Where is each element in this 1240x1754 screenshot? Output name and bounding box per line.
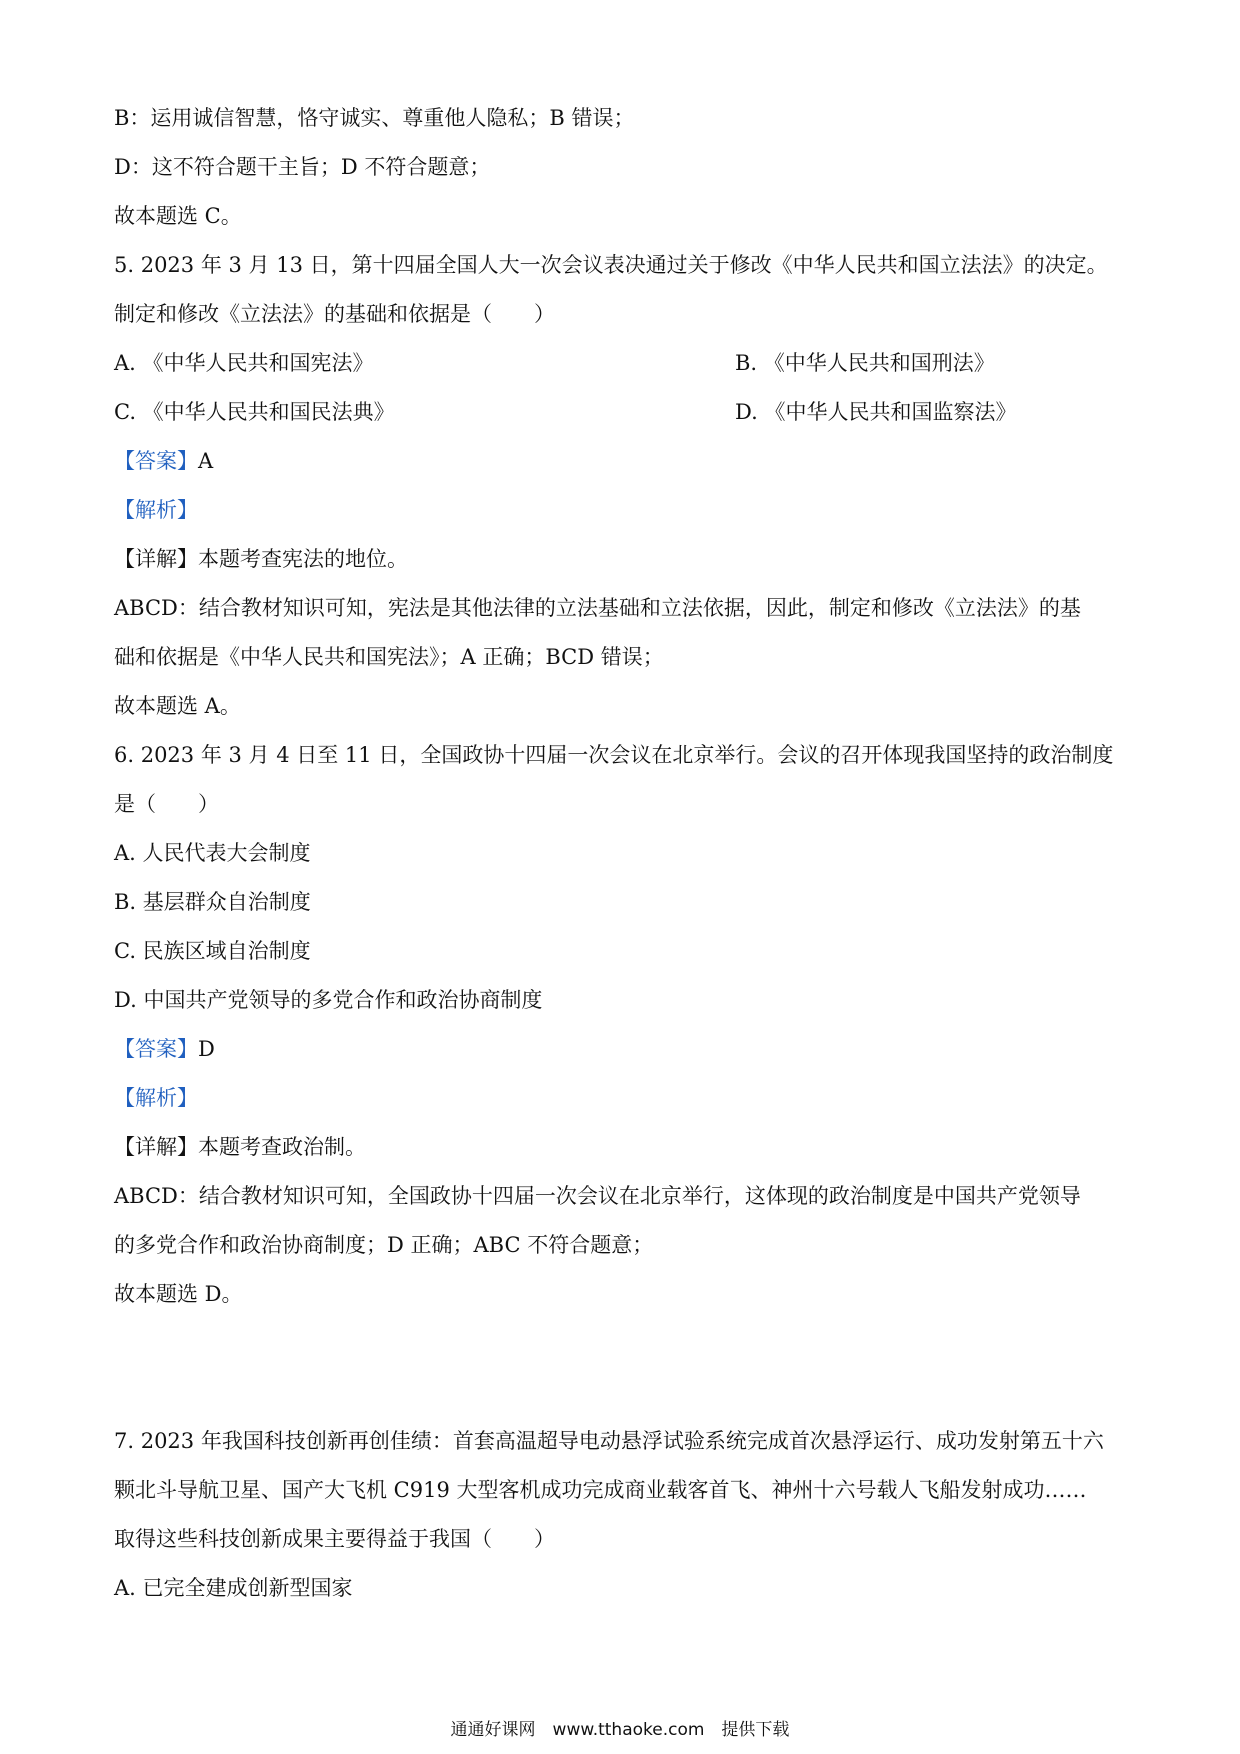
q5-explain-line2: 础和依据是《中华人民共和国宪法》；A 正确；BCD 错误； <box>114 645 664 669</box>
q6-analysis-tag: 【解析】 <box>114 1086 198 1110</box>
q6-explain-line2: 的多党合作和政治协商制度；D 正确；ABC 不符合题意； <box>114 1233 654 1257</box>
q5-explain-line1: ABCD：结合教材知识可知，宪法是其他法律的立法基础和立法依据，因此，制定和修改《立法法》的基 <box>114 596 1081 620</box>
answer-tag: 【答案】 <box>114 1037 198 1061</box>
q5-option-a: A. 《中华人民共和国宪法》 <box>114 351 374 375</box>
q6-option-a: A. 人民代表大会制度 <box>114 841 311 865</box>
q4-conclusion: 故本题选 C。 <box>114 204 242 228</box>
q4-option-d-analysis: D：这不符合题干主旨；D 不符合题意； <box>114 155 491 179</box>
q6-explain-line1: ABCD：结合教材知识可知，全国政协十四届一次会议在北京举行，这体现的政治制度是中国共产党领导 <box>114 1184 1081 1208</box>
answer-value: D <box>198 1037 215 1061</box>
q5-option-b: B. 《中华人民共和国刑法》 <box>735 351 995 375</box>
q6-answer <box>114 1034 215 1064</box>
q6-stem-line2: 是（ ） <box>114 792 219 816</box>
q5-conclusion: 故本题选 A。 <box>114 694 241 718</box>
q7-option-a: A. 已完全建成创新型国家 <box>114 1576 353 1600</box>
q5-options-row2 <box>114 397 1017 427</box>
q5-option-c: C. 《中华人民共和国民法典》 <box>114 400 395 424</box>
answer-tag: 【答案】 <box>114 449 198 473</box>
page-footer: 通通好课网 www.tthaoke.com 提供下载 <box>450 1720 790 1740</box>
q5-analysis-tag: 【解析】 <box>114 498 198 522</box>
q7-stem-line2: 颗北斗导航卫星、国产大飞机 C919 大型客机成功完成商业载客首飞、神州十六号载人飞船发射成功…… <box>114 1478 1087 1502</box>
q5-stem-line2: 制定和修改《立法法》的基础和依据是（ ） <box>114 302 555 326</box>
q6-option-b: B. 基层群众自治制度 <box>114 890 311 914</box>
q6-option-c: C. 民族区域自治制度 <box>114 939 311 963</box>
q4-option-b-analysis: B：运用诚信智慧，恪守诚实、尊重他人隐私；B 错误； <box>114 106 635 130</box>
q7-stem-line3: 取得这些科技创新成果主要得益于我国（ ） <box>114 1527 555 1551</box>
q6-option-d: D. 中国共产党领导的多党合作和政治协商制度 <box>114 988 543 1012</box>
q5-options-row1 <box>114 348 995 378</box>
q5-answer <box>114 446 213 476</box>
q5-option-d: D. 《中华人民共和国监察法》 <box>735 400 1017 424</box>
q5-detail: 【详解】本题考查宪法的地位。 <box>114 547 408 571</box>
q5-stem-line1: 5. 2023 年 3 月 13 日，第十四届全国人大一次会议表决通过关于修改《中华人民共和国立法法》的决定。 <box>114 253 1108 277</box>
q6-detail: 【详解】本题考查政治制。 <box>114 1135 366 1159</box>
q6-conclusion: 故本题选 D。 <box>114 1282 243 1306</box>
answer-value: A <box>198 449 214 473</box>
q7-stem-line1: 7. 2023 年我国科技创新再创佳绩：首套高温超导电动悬浮试验系统完成首次悬浮运行、成功发射第五十六 <box>114 1429 1104 1453</box>
q6-stem-line1: 6. 2023 年 3 月 4 日至 11 日，全国政协十四届一次会议在北京举行。会议的召开体现我国坚持的政治制度 <box>114 743 1114 767</box>
